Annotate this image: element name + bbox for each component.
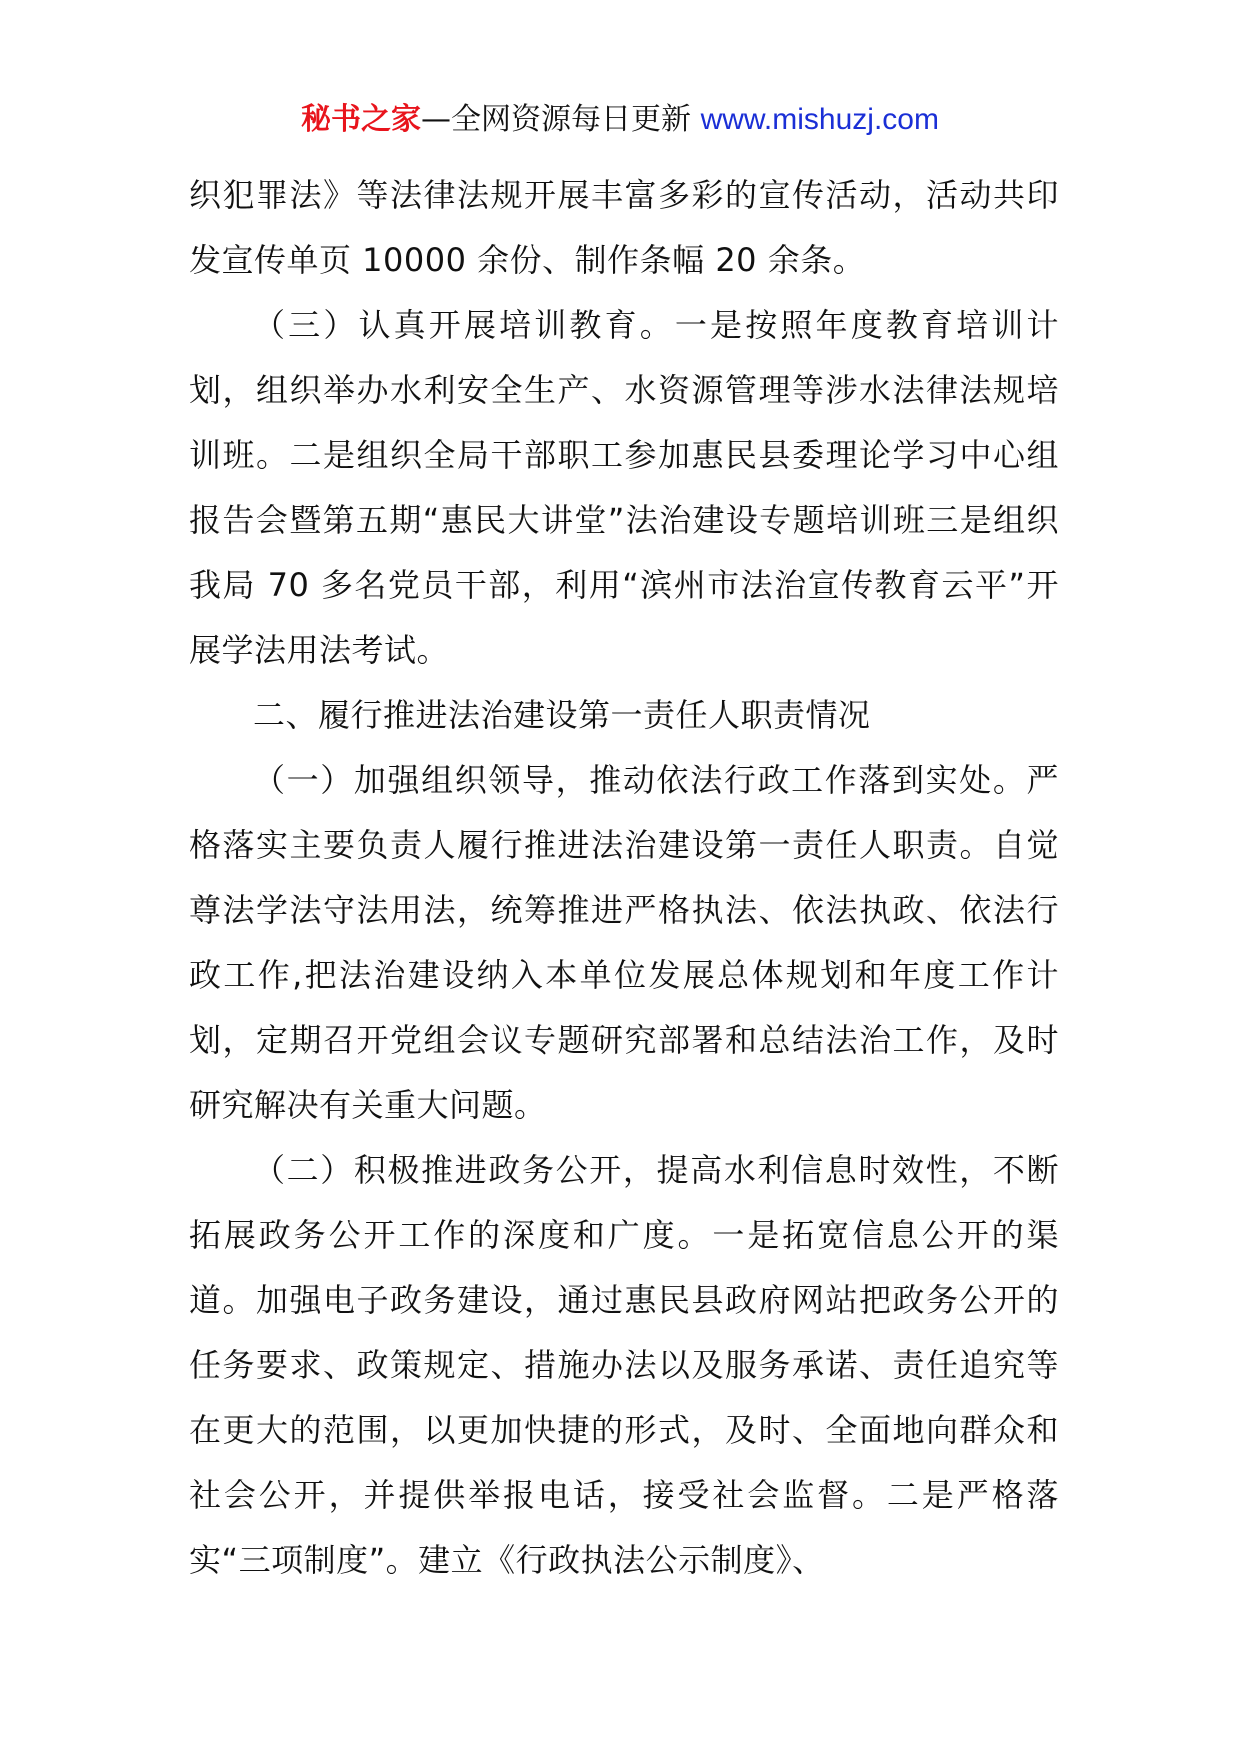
paragraph-continuation: 织犯罪法》等法律法规开展丰富多彩的宣传活动，活动共印发宣传单页 10000 余份、制作条幅 20 余条。 <box>189 176 1059 279</box>
site-header <box>0 100 1240 140</box>
brand-name: 秘书之家 <box>301 102 422 137</box>
section-heading-responsibility: 二、履行推进法治建设第一责任人职责情况 <box>253 696 871 734</box>
site-url[interactable]: www.mishuzj.com <box>700 103 939 136</box>
paragraph-training-education: （三）认真开展培训教育。一是按照年度教育培训计划，组织举办水利安全生产、水资源管理等涉水法律法规培训班。二是组织全局干部职工参加惠民县委理论学习中心组报告会暨第五期“惠民大讲堂”法治建设专题培训班三是组织我局 70 多名党员干部，利用“滨州市法治宣传教育云平”开展学法用法考试。 <box>189 306 1059 669</box>
paragraph-government-affairs: （二）积极推进政务公开，提高水利信息时效性，不断拓展政务公开工作的深度和广度。一是拓宽信息公开的渠道。加强电子政务建设，通过惠民县政府网站把政务公开的任务要求、政策规定、措施办法以及服务承诺、责任追究等在更大的范围，以更加快捷的形式，及时、全面地向群众和社会公开，并提供举报电话，接受社会监督。二是严格落实“三项制度”。建立《行政执法公示制度》、 <box>189 1151 1059 1579</box>
site-tagline: —全网资源每日更新 <box>421 102 701 137</box>
document-body <box>189 163 1059 1593</box>
paragraph-organization-leadership: （一）加强组织领导，推动依法行政工作落到实处。严格落实主要负责人履行推进法治建设第一责任人职责。自觉尊法学法守法用法，统筹推进严格执法、依法执政、依法行政工作,把法治建设纳入本单位发展总体规划和年度工作计划，定期召开党组会议专题研究部署和总结法治工作，及时研究解决有关重大问题。 <box>189 761 1059 1124</box>
